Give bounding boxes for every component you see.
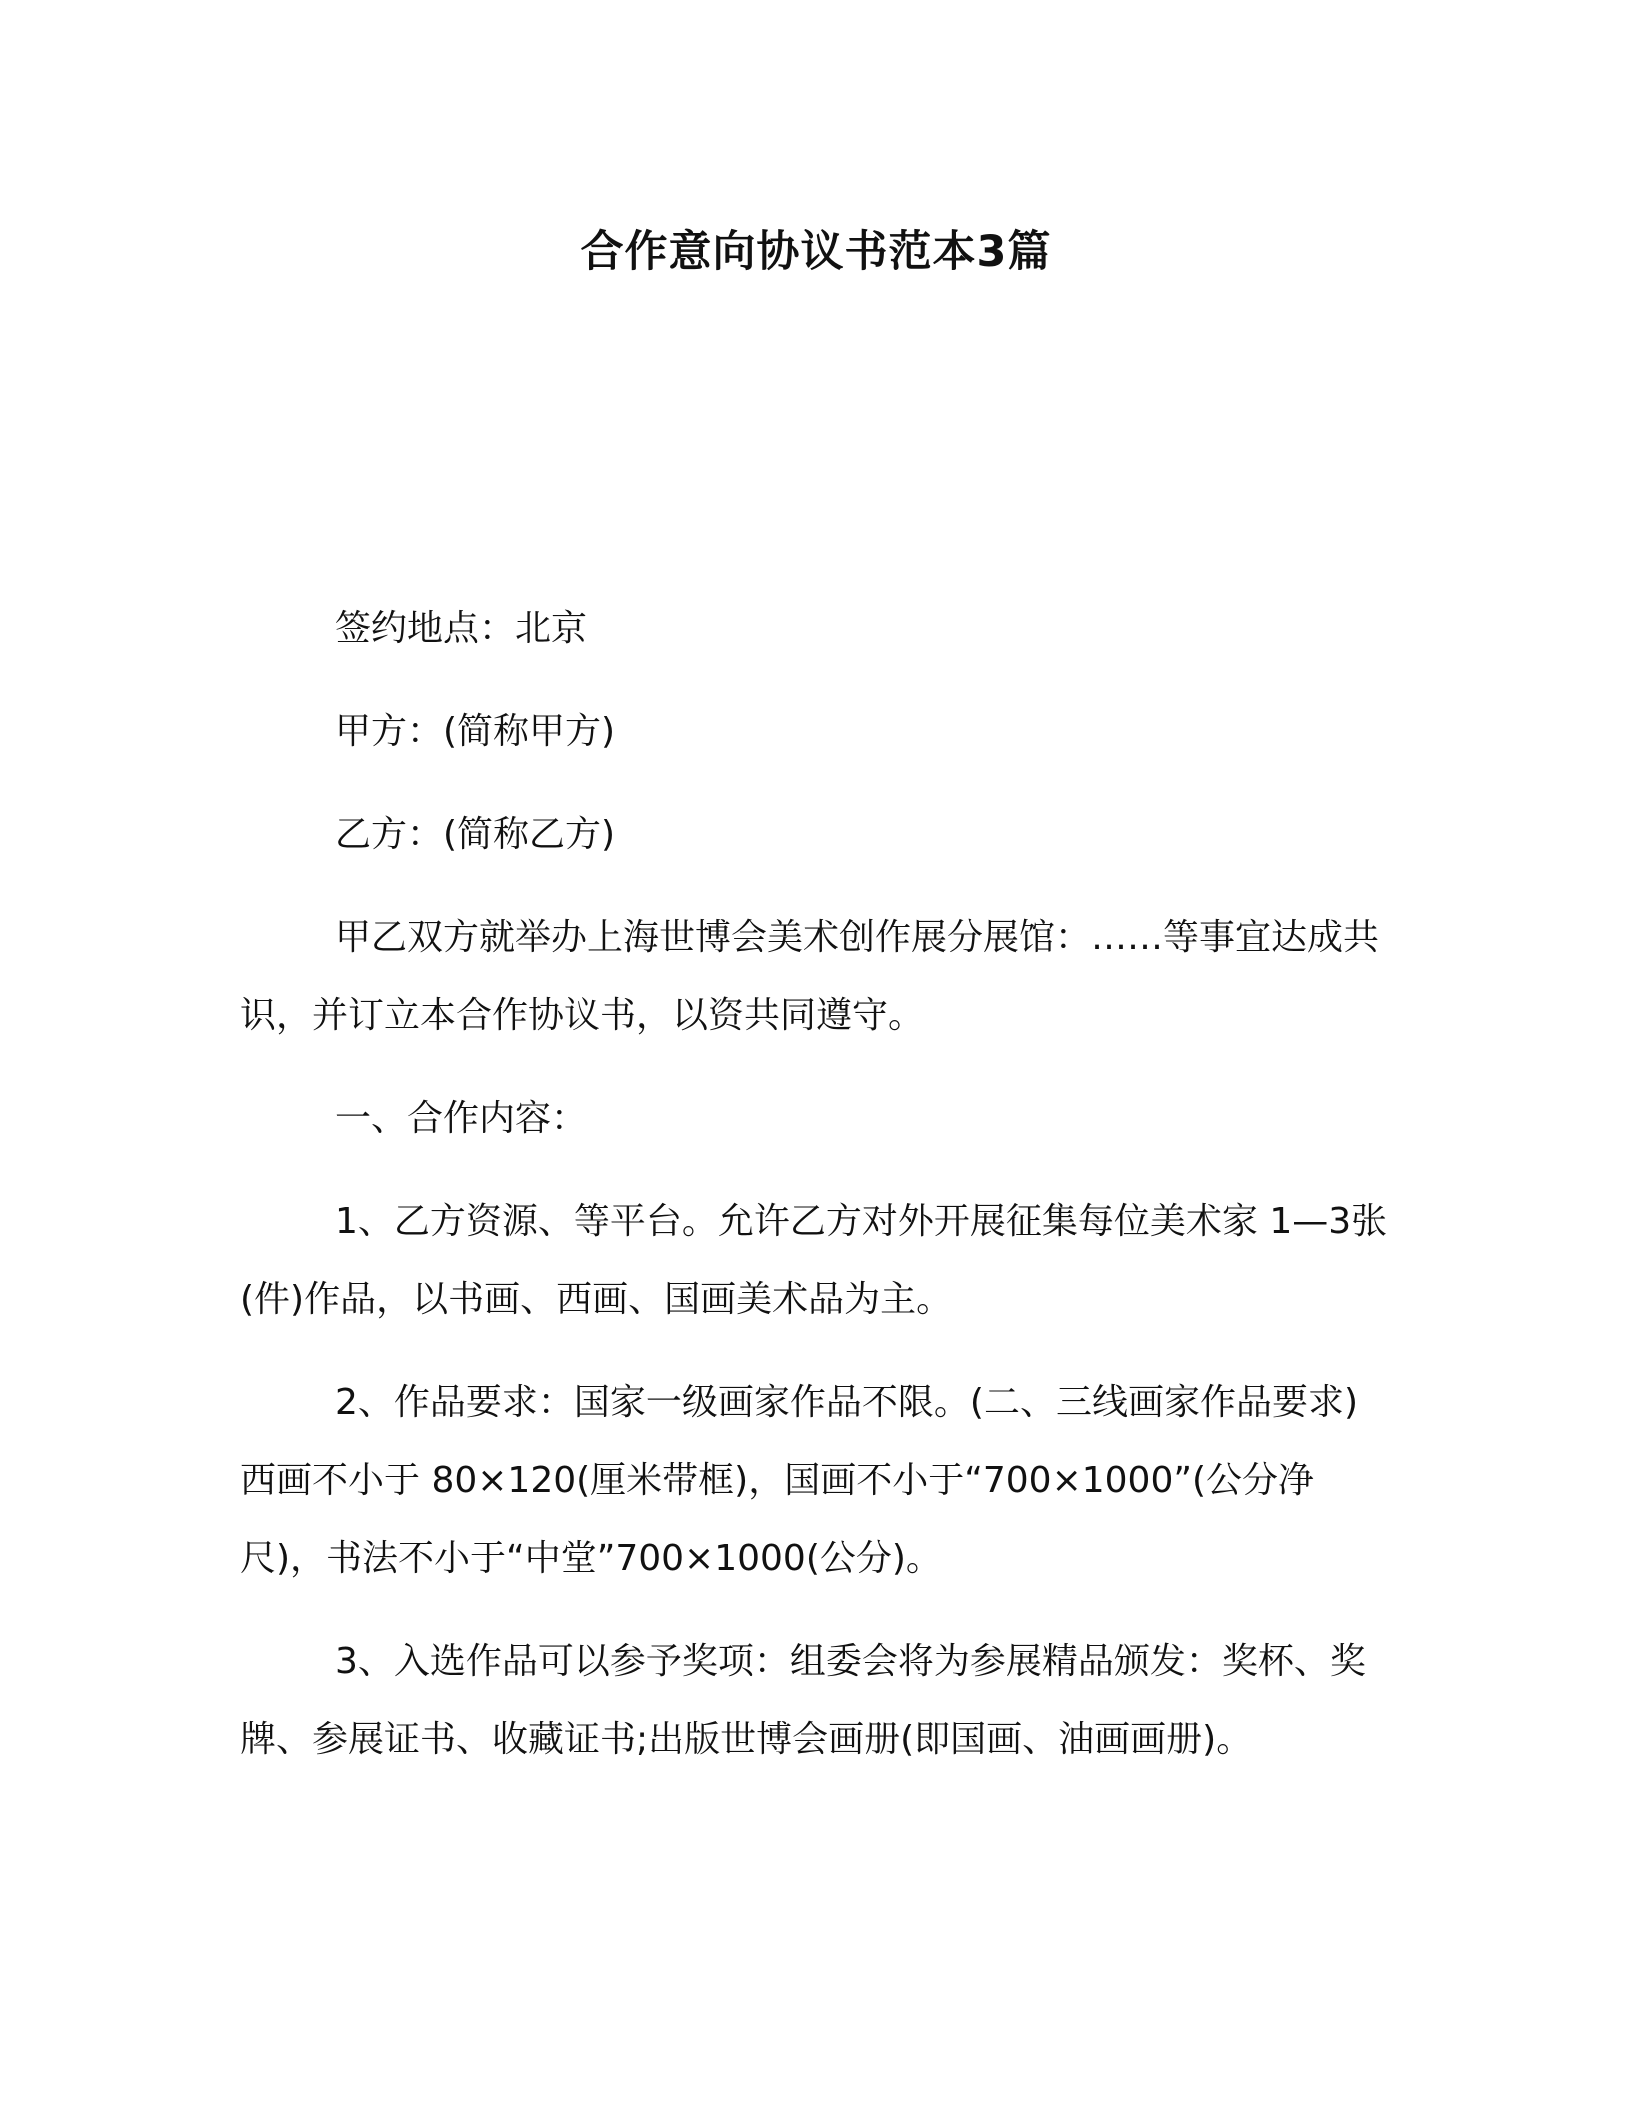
paragraph-item-1: 1、乙方资源、等平台。允许乙方对外开展征集每位美术家 1—3张(件)作品，以书画、西画、国画美术品为主。	[240, 1201, 1388, 1320]
document-title: 合作意向协议书范本3篇	[580, 227, 1052, 277]
paragraph-signing-place: 签约地点：北京	[335, 608, 588, 649]
document-body	[240, 590, 1392, 1804]
paragraph-item-2: 2、作品要求：国家一级画家作品不限。(二、三线画家作品要求)西画不小于 80×120(厘米带框)，国画不小于“700×1000”(公分净尺)，书法不小于“中堂”700×1000(公分)。	[240, 1382, 1358, 1579]
paragraph-party-b: 乙方：(简称乙方)	[335, 814, 616, 855]
section-heading-cooperation: 一、合作内容：	[335, 1098, 588, 1139]
paragraph-intro: 甲乙双方就举办上海世博会美术创作展分展馆：……等事宜达成共识，并订立本合作协议书，以资共同遵守。	[240, 917, 1380, 1036]
paragraph-party-a: 甲方：(简称甲方)	[335, 711, 616, 752]
paragraph-item-3: 3、入选作品可以参予奖项：组委会将为参展精品颁发：奖杯、奖牌、参展证书、收藏证书;出版世博会画册(即国画、油画画册)。	[240, 1641, 1366, 1760]
